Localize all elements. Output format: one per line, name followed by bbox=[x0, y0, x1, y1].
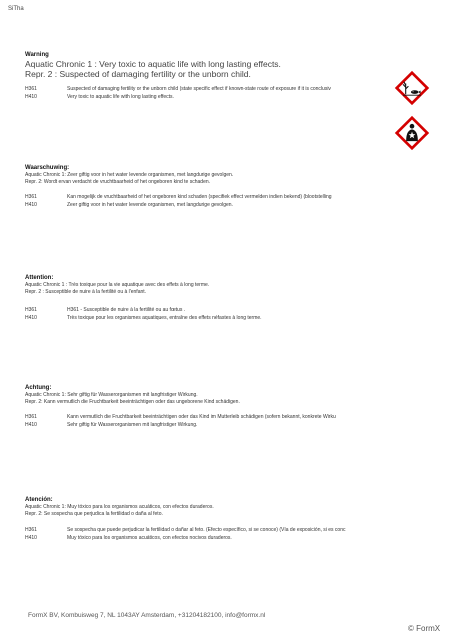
hazard-text: Suspected of damaging fertility or the unborn child (state specific effect if known-state route of exposure if it is conclusiv bbox=[67, 86, 331, 92]
section-english bbox=[25, 52, 385, 101]
hazard-statement-row bbox=[25, 307, 385, 315]
signal-word-es: Atención: bbox=[25, 497, 53, 503]
hazard-statements-de bbox=[25, 414, 385, 429]
hazard-statement-row bbox=[25, 527, 385, 535]
hazard-code: H410 bbox=[25, 314, 37, 321]
health-hazard-icon bbox=[394, 115, 430, 151]
hazard-code: H361 bbox=[25, 527, 37, 533]
hazard-code: H361 bbox=[25, 86, 37, 92]
hazard-text: H361 - Susceptible de nuire à la fertilité ou au fœtus . bbox=[67, 307, 186, 313]
hazard-class-line-es-2: Repr. 2: Se sospecha que perjudica la fertilidad o daña al feto. bbox=[25, 510, 163, 517]
ghs-pictograms bbox=[394, 70, 434, 160]
hazard-code: H410 bbox=[25, 534, 37, 541]
hazard-code: H361 bbox=[25, 414, 37, 420]
hazard-text: Très toxique pour les organismes aquatiques, entraîne des effets néfastes à long terme. bbox=[67, 314, 262, 321]
hazard-text: Kann vermutlich die Fruchtbarkeit beeinträchtigen oder das Kind im Mutterleib schädigen (sofern bekannt, konkrete Wirku bbox=[67, 414, 336, 420]
hazard-text: Sehr giftig für Wasserorganismen mit langfristiger Wirkung. bbox=[67, 421, 198, 428]
hazard-class-line-fr-2: Repr. 2 : Susceptible de nuire à la fertilité ou à l'enfant. bbox=[25, 288, 147, 295]
hazard-statement-row bbox=[25, 315, 385, 323]
hazard-text: Kan mogelijk de vruchtbaarheid of het ongeboren kind schaden (specifiek effect vermelden indien bekend) (blootstelling bbox=[67, 194, 332, 200]
hazard-statements-es bbox=[25, 527, 385, 542]
hazard-class-line-fr-1: Aquatic Chronic 1 : Très toxique pour la vie aquatique avec des effets à long terme. bbox=[25, 282, 210, 288]
section-dutch bbox=[25, 165, 385, 209]
hazard-text: Muy tóxico para los organismos acuáticos, con efectos nocivos duraderos. bbox=[67, 534, 232, 541]
hazard-statement-row bbox=[25, 535, 385, 543]
hazard-statement-row bbox=[25, 202, 385, 210]
footer-address: FormX BV, Kombuisweg 7, NL 1043AY Amsterdam, +31204182100, info@formx.nl bbox=[28, 612, 266, 619]
hazard-code: H410 bbox=[25, 201, 37, 208]
section-german bbox=[25, 385, 385, 429]
environment-hazard-icon bbox=[394, 70, 430, 106]
hazard-code: H410 bbox=[25, 421, 37, 428]
hazard-statement-row bbox=[25, 94, 385, 102]
hazard-statement-row bbox=[25, 414, 385, 422]
hazard-class-line-es-1: Aquatic Chronic 1: Muy tóxico para los organismos acuáticos, con efectos duraderos. bbox=[25, 504, 214, 510]
hazard-class-line-en-1: Aquatic Chronic 1 : Very toxic to aquatic life with long lasting effects. bbox=[25, 59, 281, 69]
signal-word-en: Warning bbox=[25, 52, 49, 58]
hazard-class-line-en-2: Repr. 2 : Suspected of damaging fertility or the unborn child. bbox=[25, 69, 251, 79]
hazard-class-line-de-2: Repr. 2: Kann vermutlich die Fruchtbarkeit beeinträchtigen oder das ungeborene Kind schädigen. bbox=[25, 398, 240, 405]
hazard-code: H361 bbox=[25, 194, 37, 200]
hazard-statements-fr bbox=[25, 307, 385, 322]
hazard-code: H410 bbox=[25, 93, 37, 100]
section-french bbox=[25, 275, 385, 322]
hazard-statement-row bbox=[25, 194, 385, 202]
hazard-class-line-de-1: Aquatic Chronic 1: Sehr giftig für Wasserorganismen mit langfristiger Wirkung. bbox=[25, 392, 198, 398]
hazard-statements-nl bbox=[25, 194, 385, 209]
signal-word-nl: Waarschuwing: bbox=[25, 165, 70, 171]
hazard-statements-en bbox=[25, 86, 385, 101]
signal-word-de: Achtung: bbox=[25, 385, 52, 391]
hazard-statement-row bbox=[25, 86, 385, 94]
section-spanish bbox=[25, 497, 385, 542]
hazard-code: H361 bbox=[25, 307, 37, 313]
hazard-text: Se sospecha que puede perjudicar la fertilidad o dañar al feto. (Efecto específico, si se conoce) (Vía de exposición, si es conc bbox=[67, 527, 346, 533]
footer-brand: © FormX bbox=[408, 624, 441, 633]
document-code: SiTha bbox=[8, 6, 24, 12]
signal-word-fr: Attention: bbox=[25, 275, 54, 281]
hazard-text: Very toxic to aquatic life with long lasting effects. bbox=[67, 93, 174, 100]
hazard-class-line-nl-1: Aquatic Chronic 1: Zeer giftig voor in het water levende organismen, met langdurige gevolgen. bbox=[25, 172, 234, 178]
hazard-statement-row bbox=[25, 422, 385, 430]
hazard-text: Zeer giftig voor in het water levende organismen, met langdurige gevolgen. bbox=[67, 201, 233, 208]
hazard-class-line-nl-2: Repr. 2: Wordt ervan verdacht de vruchtbaarheid of het ongeboren kind te schaden. bbox=[25, 178, 211, 185]
